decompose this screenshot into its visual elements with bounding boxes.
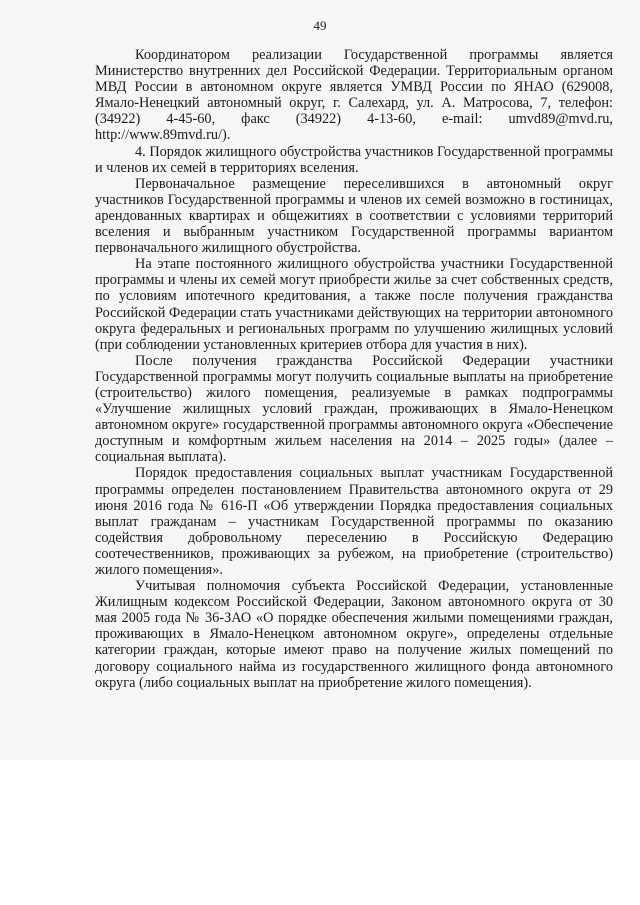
paragraph-coordinator: Координатором реализации Государственной программы является Министерство внутренних дел Российской Федерации. Территориальным органом МВД России в автономном округе является УМВД России по ЯНАО (629008, Ямало-Ненецкий автономный округ, г. Салехард, ул. А. Матросова, 7, телефон: (34922) 4-45-60, факс (34922) 4-13-60, e-mail: umvd89@mvd.ru, http://www.89mvd.ru/).	[95, 47, 613, 144]
paragraph-initial-placement: Первоначальное размещение переселившихся в автономный округ участников Государственной программы и членов их семей возможно в гостиницах, арендованных квартирах и общежитиях в соответствии с условиями территорий вселения и выбранным участником Государственной программы вариантом первоначального жилищного обустройства.	[95, 175, 613, 257]
document-body	[95, 47, 613, 691]
paragraph-section-heading: 4. Порядок жилищного обустройства участников Государственной программы и членов их семей в территориях вселения.	[95, 143, 613, 176]
page-number: 49	[313, 18, 327, 33]
paragraph-payment-procedure: Порядок предоставления социальных выплат участникам Государственной программы определен постановлением Правительства автономного округа от 29 июня 2016 года № 616-П «Об утверждении Порядка предоставления социальных выплат гражданам – участникам Государственной программы по оказанию содействия добровольному переселению в Российскую Федерацию соотечественников, проживающих за рубежом, на приобретение (строительство) жилого помещения».	[95, 465, 613, 578]
paragraph-housing-rights: Учитывая полномочия субъекта Российской Федерации, установленные Жилищным кодексом Российской Федерации, Законом автономного округа от 30 мая 2005 года № 36-ЗАО «О порядке обеспечения жилыми помещениями граждан, проживающих в Ямало-Ненецком автономном округе», определены отдельные категории граждан, которые имеют право на получение жилых помещений по договору социального найма из государственного жилищного фонда автономного округа (либо социальных выплат на приобретение жилого помещения).	[95, 578, 613, 691]
blank-margin	[0, 760, 640, 905]
paragraph-permanent-housing: На этапе постоянного жилищного обустройства участники Государственной программы и члены их семей могут приобрести жилье за счет собственных средств, по условиям ипотечного кредитования, а также после получения гражданства Российской Федерации стать участниками действующих на территории автономного округа федеральных и региональных программ по улучшению жилищных условий (при соблюдении установленных критериев отбора для участия в них).	[95, 256, 613, 353]
paragraph-social-payments: После получения гражданства Российской Федерации участники Государственной программы могут получить социальные выплаты на приобретение (строительство) жилого помещения, реализуемые в рамках подпрограммы «Улучшение жилищных условий граждан, проживающих в Ямало-Ненецком автономном округе» государственной программы автономного округа «Обеспечение доступным и комфортным жильем населения на 2014 – 2025 годы» (далее – социальная выплата).	[95, 352, 613, 466]
